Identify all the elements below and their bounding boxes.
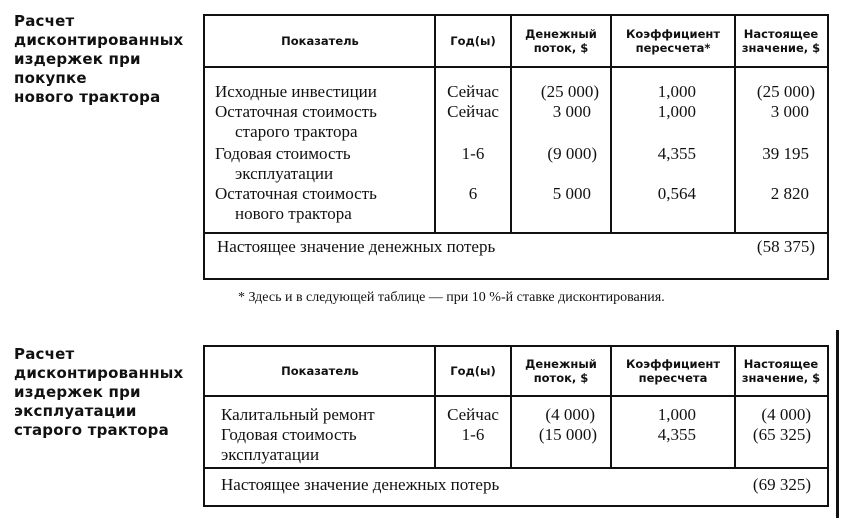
header-line: Коэффициент (626, 27, 720, 41)
table1-row-name: Остаточная стоимость (215, 102, 377, 121)
table1-row-factor: 0,564 (657, 184, 696, 203)
table1-row-name: Остаточная стоимость (215, 184, 377, 203)
header-line: Настоящее (743, 27, 819, 41)
table1-row-factor: 1,000 (657, 82, 696, 101)
table1-row-cash-flow: (9 000) (547, 144, 597, 163)
table2-side-title (14, 345, 199, 440)
header-text (525, 357, 597, 385)
table2-total-label: Настоящее значение денежных потерь (221, 475, 500, 494)
table2-header-cash-flow (511, 347, 611, 395)
table2-title-line: эксплуатации (14, 402, 137, 420)
table2-row-factor: 4,355 (657, 425, 696, 444)
header-text: Показатель (281, 34, 359, 48)
table1-row-year: Сейчас (447, 82, 499, 101)
table1-title-line: покупке (14, 69, 87, 87)
table1-title-line: нового трактора (14, 88, 161, 106)
header-line: значение, $ (741, 41, 821, 55)
table2-row-cash-flow: (4 000) (545, 405, 595, 424)
header-line: пересчета* (635, 41, 711, 55)
header-line: поток, $ (533, 41, 589, 55)
header-line: Коэффициент (626, 357, 720, 371)
footnote: * Здесь и в следующей таблице — при 10 %-й ставке дисконтирования. (238, 290, 665, 305)
table2-header-present (735, 347, 827, 395)
table1-row-factor: 1,000 (657, 102, 696, 121)
table1-row-name: Исходные инвестиции (215, 82, 377, 101)
table1-header-factor (611, 16, 735, 66)
header-line: Денежный (525, 27, 597, 41)
table1-title-line: дисконтированных (14, 31, 184, 49)
table2-row-name-cont: эксплуатации (221, 445, 320, 464)
table2-row-present: (4 000) (761, 405, 811, 424)
table1-row-cash-flow: 5 000 (552, 184, 591, 203)
table1-header-cash-flow (511, 16, 611, 66)
table1-row-present: 39 195 (762, 144, 809, 163)
header-text (626, 27, 720, 55)
table1 (203, 14, 829, 280)
table2-row-factor: 1,000 (657, 405, 696, 424)
table1-row-present: (25 000) (756, 82, 815, 101)
total-divider (205, 232, 827, 234)
table1-row-name-cont: старого трактора (235, 122, 358, 141)
header-text: Год(ы) (450, 364, 496, 378)
total-divider (205, 467, 827, 469)
table1-row-cash-flow: (25 000) (540, 82, 599, 101)
table2-title-line: Расчет (14, 345, 75, 363)
table1-total-value: (58 375) (756, 237, 815, 256)
table1-header-years (435, 16, 511, 66)
table1-row-year: 6 (468, 184, 478, 203)
header-line: Настоящее (743, 357, 819, 371)
table2-row-name: Годовая стоимость (221, 425, 357, 444)
table1-row-year: 1-6 (461, 144, 485, 163)
header-line: пересчета (638, 371, 708, 385)
table1-header-present (735, 16, 827, 66)
table2-row-name: Калитальный ремонт (221, 405, 375, 424)
table1-row-name: Годовая стоимость (215, 144, 351, 163)
table1-row-present: 2 820 (770, 184, 809, 203)
table2-row-present: (65 325) (752, 425, 811, 444)
header-text: Год(ы) (450, 34, 496, 48)
table2-title-line: издержек при (14, 383, 141, 401)
table2-total-value: (69 325) (752, 475, 811, 494)
table2-row-year: Сейчас (447, 405, 499, 424)
table1-header-indicator (205, 16, 435, 66)
table2-title-line: дисконтированных (14, 364, 184, 382)
table1-row-factor: 4,355 (657, 144, 696, 163)
table1-row-name-cont: нового трактора (235, 204, 352, 223)
table1-side-title (14, 12, 199, 107)
table2-header-factor (611, 347, 735, 395)
table2-header-years (435, 347, 511, 395)
table1-title-line: издержек при (14, 50, 141, 68)
header-text (525, 27, 597, 55)
table1-row-cash-flow: 3 000 (552, 102, 591, 121)
table2 (203, 345, 829, 507)
table1-row-name-cont: эксплуатации (235, 164, 334, 183)
table1-title-line: Расчет (14, 12, 75, 30)
header-text (742, 27, 820, 55)
table2-row-cash-flow: (15 000) (538, 425, 597, 444)
page-edge-line (836, 330, 839, 518)
header-line: Денежный (525, 357, 597, 371)
table1-total-label: Настоящее значение денежных потерь (217, 237, 496, 256)
table1-row-present: 3 000 (770, 102, 809, 121)
table2-title-line: старого трактора (14, 421, 169, 439)
header-text (626, 357, 720, 385)
header-text (742, 357, 820, 385)
table2-row-year: 1-6 (461, 425, 485, 444)
table1-row-year: Сейчас (447, 102, 499, 121)
header-line: поток, $ (533, 371, 589, 385)
table2-header-indicator (205, 347, 435, 395)
header-text: Показатель (281, 364, 359, 378)
header-line: значение, $ (741, 371, 821, 385)
